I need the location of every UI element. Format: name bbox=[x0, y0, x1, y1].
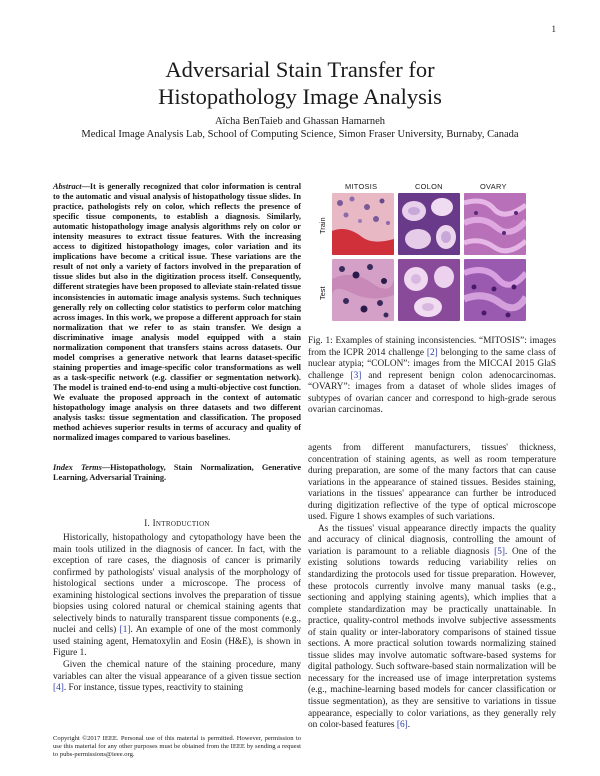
ref-1-link[interactable]: [1] bbox=[119, 625, 131, 636]
page-number: 1 bbox=[551, 24, 556, 34]
image-ovary-train bbox=[464, 193, 526, 255]
intro-p2-a: Given the chemical nature of the staining procedure, many variables can alter the visual appearance of a given tissue section bbox=[53, 660, 301, 682]
copyright-notice: Copyright ©2017 IEEE. Personal use of this material is permitted. However, permission to use this material for any other purposes must be obtained from the IEEE by sending a request to pubs-permissions@ieee.org. bbox=[53, 735, 301, 758]
row-label-train: Train bbox=[318, 217, 327, 234]
index-terms-text: —Histopathology, Stain Normalization, Generative Learning, Adversarial Training. bbox=[53, 463, 301, 483]
section-rest: NTRODUCTION bbox=[155, 520, 210, 528]
section-numeral: I. bbox=[144, 518, 153, 528]
right-p2-c: . bbox=[407, 720, 411, 731]
paper-title bbox=[0, 56, 600, 110]
abstract-label: Abstract bbox=[53, 182, 82, 191]
intro-paragraph-2 bbox=[53, 660, 301, 695]
caption-c: and represent benign colon adenocarcinomas. “OVARY”: images from a dataset of whole slides images of subtypes of ovarian cancer and correspond to high-grade serous ovarian carcinomas. bbox=[308, 370, 556, 416]
intro-p1-a: Historically, histopathology and cytopathology have been the main tools utilized in the diagnosis of cancer. In fact, with the exception of rare cases, the diagnosis of cancer is primarily confirmed by pathologists' visual analysis of the morphology of histological sections under a microscope. The process of examining histological sections involves the preparation of tissue biopsies using colored natural or chemical staining agents that selectively binds to naturally transparent tissue components (e.g., nuclei and cells) bbox=[53, 533, 301, 636]
row-label-test: Test bbox=[318, 286, 327, 300]
image-mitosis-test bbox=[332, 259, 394, 321]
affiliation: Medical Image Analysis Lab, School of Computing Science, Simon Fraser University, Burnaby, Canada bbox=[81, 129, 519, 140]
ref-5-link[interactable]: [5] bbox=[494, 546, 506, 557]
index-terms-label: Index Terms bbox=[53, 463, 102, 472]
intro-paragraph-1 bbox=[53, 533, 301, 660]
caption-b: belonging to the same class of nuclear atypia; “COLON”: images from the MICCAI 2015 GlaS challenge bbox=[308, 347, 556, 381]
intro-p1-b: . An example of one of the most commonly used staining agent, Hematoxylin and Eosin (H&E), is shown in Figure 1. bbox=[53, 625, 302, 659]
intro-p2-b: . For instance, tissue types, reactivity to staining bbox=[63, 683, 244, 694]
image-colon-train bbox=[398, 193, 460, 255]
ref-4-link[interactable]: [4] bbox=[53, 683, 64, 694]
right-paragraph-2 bbox=[308, 524, 556, 732]
right-column-text bbox=[308, 443, 556, 732]
col-label-colon: COLON bbox=[415, 182, 443, 191]
image-mitosis-train bbox=[332, 193, 394, 255]
ref-6-link[interactable]: [6] bbox=[396, 720, 408, 731]
right-p2-b: . One of the existing solutions towards reducing variability relies on standardizing the protocols used for tissue preparation. However, these protocols currently involve many manual tasks (e.g., sectioning and applying staining agents), which implies that a complete standardization may be practically unattainable. In practice, quality-control methods involve subjective assessments of stain quality or inter-laboratory comparisons of stained tissue sections. A more practical solution towards normalizing stained tissue slides may involve automatic software-based systems for digital pathology. Such software-based stain normalization will be necessary for the increased use of image interpretation systems (e.g., machine-learning based models for cancer classification or tissue segmentation), as they are sensitive to variations in tissue appearance, especially to color variations, as they generally rely on color-based features bbox=[308, 546, 556, 731]
col-label-mitosis: MITOSIS bbox=[345, 182, 378, 191]
ref-3-link[interactable]: [3] bbox=[350, 370, 362, 381]
image-colon-test bbox=[398, 259, 460, 321]
title-line-2: Histopathology Image Analysis bbox=[158, 84, 442, 109]
right-paragraph-1: agents from different manufacturers, tissues' thickness, concentration of staining agents, as well as room temperature during preparation, are some of the many factors that can cause variations in the appearance of stained tissues. Besides staining, variations in the tissues' appearance can further be introduced during digitization reflective of the type of optical microscope used. Figure 1 shows examples of such variations. bbox=[308, 443, 556, 523]
image-ovary-test bbox=[464, 259, 526, 321]
caption-a: Examples of staining inconsistencies. “MITOSIS”: images from the ICPR 2014 challenge bbox=[308, 336, 556, 358]
title-line-1: Adversarial Stain Transfer for bbox=[165, 57, 435, 82]
authors: Aïcha BenTaieb and Ghassan Hamarneh bbox=[214, 116, 386, 127]
section-heading bbox=[53, 518, 301, 528]
abstract-text: —It is generally recognized that color information is central to the automatic and visual analysis of histopathology tissue slides. In practice, pathologists rely on color, which reflects the presence of specific tissue components, to establish a diagnosis. Similarly, automatic histopathology image analysis algorithms rely on color or intensity measures to extract tissue features. With the increasing access to digitized histopathology images, color variation and its implications have become a critical issue. These variations are the result of not only a variety of factors involved in the preparation of tissue slides but also in the digitization process itself. Consequently, different strategies have been proposed to alleviate stain-related tissue inconsistencies in automatic image analysis systems. Such techniques generally rely on collecting color statistics to perform color matching across images. In this work, we propose a different approach for stain normalization that we refer to as stain transfer. We design a discriminative image analysis model equipped with a stain normalization component that transfers stains across datasets. Our model comprises a generative network that learns dataset-specific staining properties and image-specific color transformations as well as a task-specific network (e.g. classifier or segmentation network). The model is trained end-to-end using a multi-objective cost function. We evaluate the proposed approach in the context of automatic histopathology image analysis on three datasets and two different analysis tasks: tissue segmentation and classification. The proposed method achieves superior results in terms of accuracy and quality of normalized images compared to various baselines. bbox=[53, 182, 301, 443]
ref-2-link[interactable]: [2] bbox=[426, 347, 438, 358]
index-terms bbox=[53, 463, 301, 483]
introduction-text bbox=[53, 533, 301, 695]
abstract bbox=[53, 182, 301, 443]
caption-label: Fig. 1: bbox=[308, 336, 336, 346]
section-first-letter: I bbox=[152, 518, 156, 528]
right-p2-a: As the tissues' visual appearance directly impacts the quality and accuracy of clinical diagnosis, controlling the amount of variation is paramount to a reliable diagnosis bbox=[308, 523, 556, 557]
col-label-ovary: OVARY bbox=[480, 182, 507, 191]
figure-1-caption bbox=[308, 336, 556, 417]
figure-1 bbox=[308, 182, 556, 325]
